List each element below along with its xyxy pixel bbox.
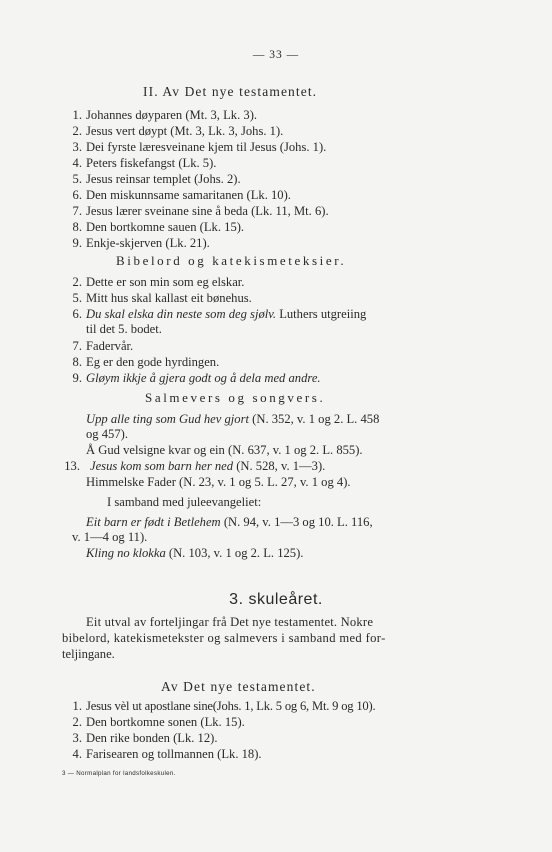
paragraph-line: teljingane. (62, 647, 115, 661)
heading-hymns: Salmevers og songvers. (145, 390, 326, 405)
heading-new-testament: II. Av Det nye testamentet. (143, 84, 318, 99)
paragraph-line: bibelord, katekismetekster og salmevers i samband med for- (62, 631, 386, 645)
hymn-line-continuation: og 457). (86, 427, 128, 441)
hymn-line: Upp alle ting som Gud hev gjort (N. 352, v. 1 og 2. L. 458 (86, 412, 380, 426)
heading-bible-verses: Bibelord og katekismeteksier. (116, 253, 347, 268)
document-page: — 33 — II. Av Det nye testamentet. 1. Johannes døyparen (Mt. 3, Lk. 3). 2. Jesus vert døypt (Mt. 3, Lk. 3, Johs. 1). 3. Dei fyrste læresveinane kjem til Jesus (Johs. 1). 4. Peters fiskefangst (Lk. 5). 5. Jesus reinsar templet (Johs. 2). 6. Den miskunnsame samaritanen (Lk. 10). 7. Jesus lærer sveinane sine å beda (Lk. 11, Mt. 6). 8. Den bortkomne sauen (Lk. 15). 9. Enkje-skjerven (Lk. 21). Bibelord og katekismeteksier. 2. Dette er son min som eg elskar. 5. Mitt hus skal kallast eit bønehus. 6. Du skal elska din neste som deg sjølv. Luthers utgreiing til det 5. bodet. 7. Fadervår. 8. Eg er den gode hyrdingen. 9. Gløym ikkje å gjera godt og å dela med andre. Salmevers og songvers. Upp alle ting som Gud hev gjort (N. 352, v. 1 og 2. L. 458 og 457). Å Gud velsigne kvar og ein (N. 637, v. 1 og 2. L. 855). 13. Jesus kom som barn her ned (N. 528, v. 1—3). Himmelske Fader (N. 23, v. 1 og 5. L. 27, v. 1 og 4). I samband med juleevangeliet: Eit barn er født i Betlehem (N. 94, v. 1—3 og 10. L. 116, v. 1—4 og 11). Kling no klokka (N. 103, v. 1 og 2. L. 125). 3. skuleåret. Eit utval av forteljingar frå Det nye testamentet. Nokre bibelord, katekismetekster og salmevers i samband med for- teljingane. Av Det nye testamentet. 1. Jesus vèl ut apostlane sine(Johs. 1, Lk. 5 og 6, Mt. 9 og 10). 2. Den bortkomne sonen (Lk. 15). 3. Den rike bonden (Lk. 12). 4. Farisearen og tollmannen (Lk. 18). 3 — Normalplan for landsfolkeskulen. (0, 0, 552, 852)
hymn-line: Å Gud velsigne kvar og ein (N. 637, v. 1 og 2. L. 855). (86, 443, 363, 457)
paragraph-line: Eit utval av forteljingar frå Det nye testamentet. Nokre (86, 615, 374, 629)
heading-new-testament-2: Av Det nye testamentet. (161, 679, 316, 694)
song-line-continuation: v. 1—4 og 11). (72, 530, 148, 544)
song-line: Kling no klokka (N. 103, v. 1 og 2. L. 125). (86, 546, 304, 560)
page-number: — 33 — (252, 49, 300, 61)
christmas-gospel-intro: I samband med juleevangeliet: (107, 495, 262, 509)
hymn-line: Himmelske Fader (N. 23, v. 1 og 5. L. 27, v. 1 og 4). (86, 475, 351, 489)
heading-third-school-year: 3. skuleåret. (229, 591, 323, 608)
footer-note: 3 — Normalplan for landsfolkeskulen. (62, 770, 176, 777)
song-line: Eit barn er født i Betlehem (N. 94, v. 1—3 og 10. L. 116, (86, 515, 373, 529)
